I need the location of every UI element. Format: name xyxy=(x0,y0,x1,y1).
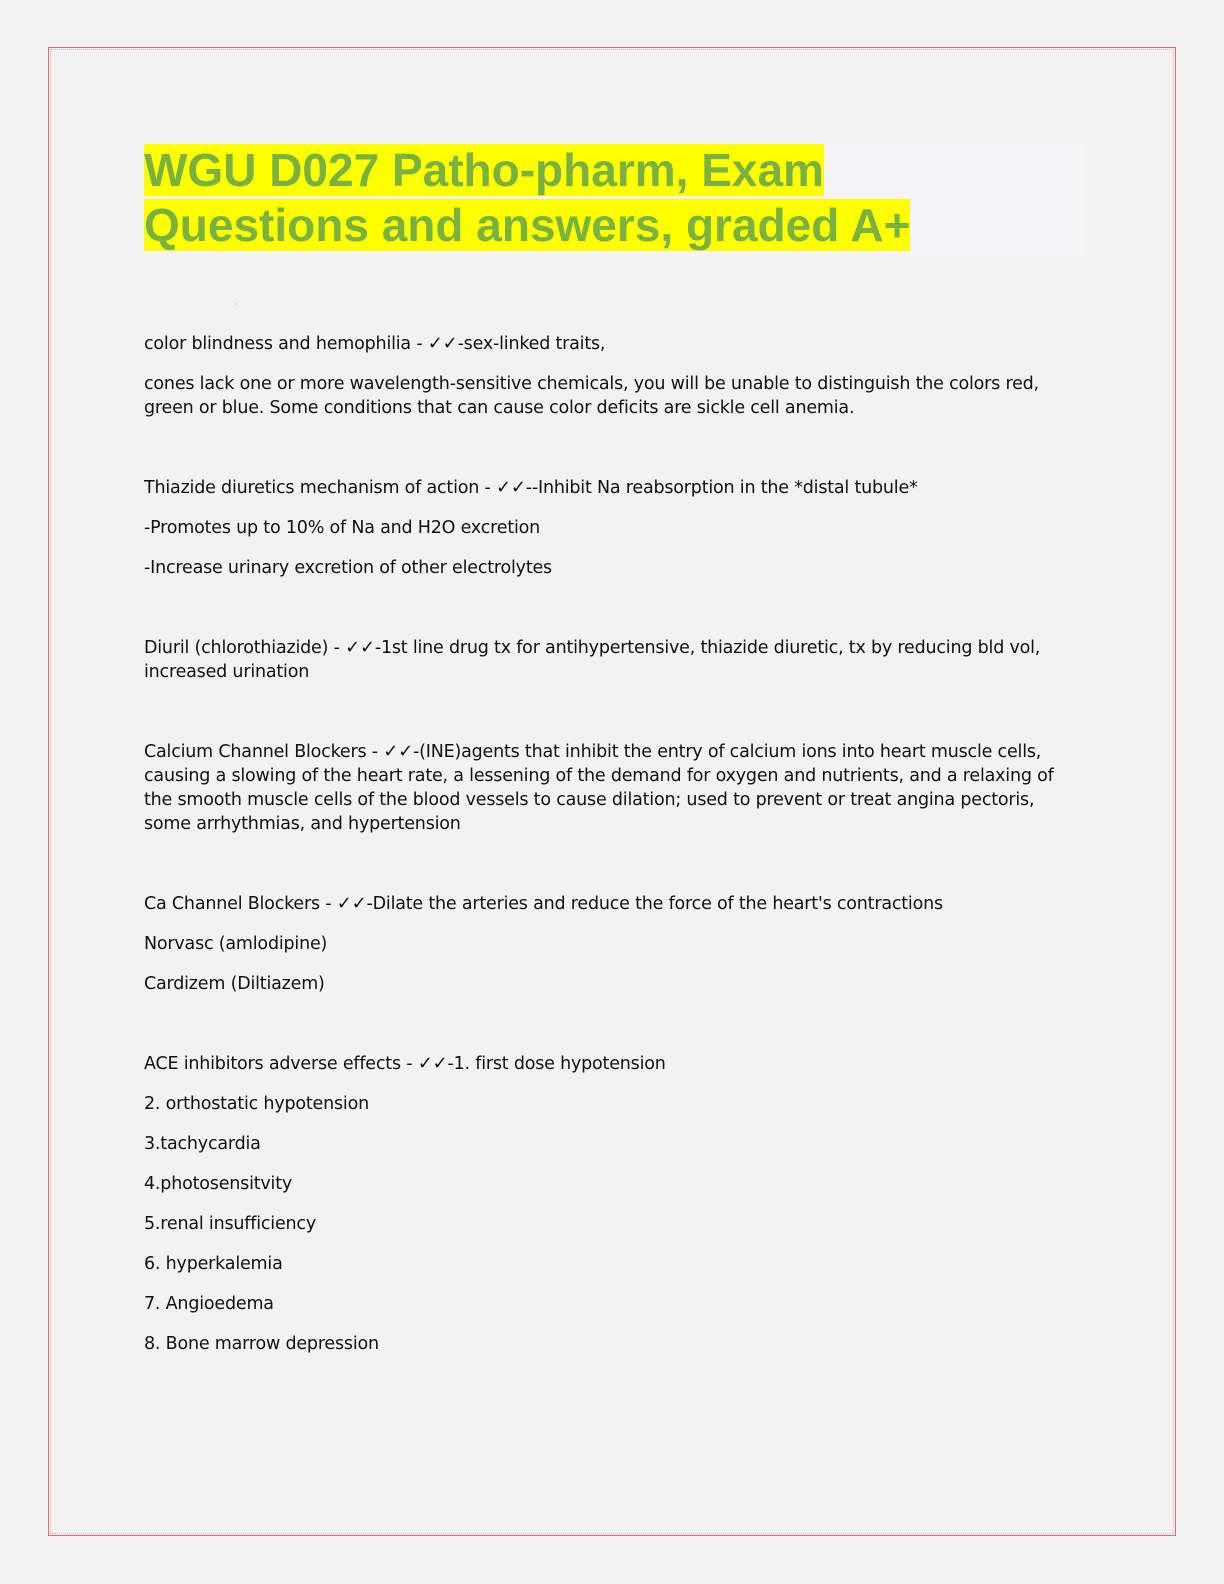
check-mark-icon: ✓✓ xyxy=(496,477,526,498)
answer-detail-line: Norvasc (amlodipine) xyxy=(144,934,328,954)
qa-question-line xyxy=(144,892,1084,916)
document-title xyxy=(144,143,1084,253)
answer-detail-line: -Promotes up to 10% of Na and H2O excretion xyxy=(144,518,541,538)
answer-text: -(INE)agents that inhibit the entry of calcium ions into heart muscle cells, causing a slowing of the heart rate, a lessening of the demand for oxygen and nutrients, and a relaxing of the smooth muscle cells of the blood vessels to cause dilation; used to prevent or treat angina pectoris, some arrhythmias, and hypertension xyxy=(144,742,1054,834)
question-term: Thiazide diuretics mechanism of action - xyxy=(144,478,496,498)
qa-question-line xyxy=(144,1052,1084,1076)
answer-text: -Dilate the arteries and reduce the force of the heart's contractions xyxy=(366,894,943,914)
answer-detail-line: 5.renal insufficiency xyxy=(144,1214,316,1234)
qa-entry xyxy=(144,892,1084,996)
check-mark-icon: ✓✓ xyxy=(427,333,458,354)
qa-question-line xyxy=(144,636,1084,684)
answer-detail-line: 8. Bone marrow depression xyxy=(144,1334,379,1354)
title-line-1: WGU D027 Patho-pharm, Exam xyxy=(144,144,824,196)
answer-detail-line: cones lack one or more wavelength-sensitive chemicals, you will be unable to distinguish the colors red, green or blue. Some conditions that can cause color deficits are sickle cell anemia. xyxy=(144,374,1039,418)
question-term: Calcium Channel Blockers - xyxy=(144,742,384,762)
answer-detail-line: 6. hyperkalemia xyxy=(144,1254,283,1274)
answer-text: --Inhibit Na reabsorption in the *distal tubule* xyxy=(525,478,918,498)
qa-entry xyxy=(144,740,1084,836)
question-term: ACE inhibitors adverse effects - xyxy=(144,1054,418,1074)
title-line-2: Questions and answers, graded A+ xyxy=(144,199,911,251)
answer-detail-line: 2. orthostatic hypotension xyxy=(144,1094,369,1114)
title-block xyxy=(144,143,1084,255)
check-mark-icon: ✓✓ xyxy=(345,637,375,658)
question-term: Ca Channel Blockers - xyxy=(144,894,337,914)
question-term: Diuril (chlorothiazide) - xyxy=(144,638,346,658)
check-mark-icon: ✓✓ xyxy=(417,1053,448,1074)
check-mark-icon: ✓✓ xyxy=(383,741,413,762)
qa-list xyxy=(144,332,1084,1412)
answer-detail-line: -Increase urinary excretion of other electrolytes xyxy=(144,558,552,578)
check-mark-icon: ✓✓ xyxy=(336,893,367,914)
stray-dot xyxy=(235,303,237,305)
qa-question-line xyxy=(144,476,1084,500)
qa-question-line xyxy=(144,740,1084,836)
answer-text: -1. first dose hypotension xyxy=(447,1054,666,1074)
qa-entry xyxy=(144,636,1084,684)
answer-detail-line: 3.tachycardia xyxy=(144,1134,261,1154)
answer-detail-line: 7. Angioedema xyxy=(144,1294,274,1314)
qa-entry xyxy=(144,476,1084,580)
answer-text: -1st line drug tx for antihypertensive, thiazide diuretic, tx by reducing bld vol, increased urination xyxy=(144,638,1041,682)
qa-question-line xyxy=(144,332,1084,356)
question-term: color blindness and hemophilia - xyxy=(144,334,428,354)
qa-entry xyxy=(144,332,1084,420)
qa-entry xyxy=(144,1052,1084,1356)
answer-text: -sex-linked traits, xyxy=(457,334,606,354)
answer-detail-line: 4.photosensitvity xyxy=(144,1174,293,1194)
answer-detail-line: Cardizem (Diltiazem) xyxy=(144,974,325,994)
